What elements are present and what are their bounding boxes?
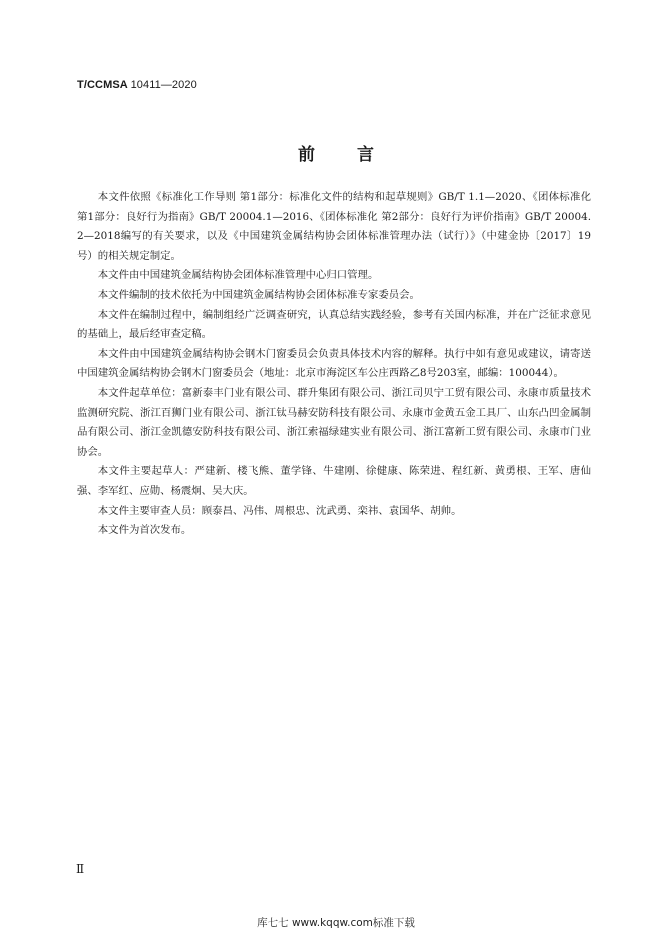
document-code-prefix: T/CCMSA [77, 79, 128, 91]
paragraph-technical-support: 本文件编制的技术依托为中国建筑金属结构协会团体标准专家委员会。 [97, 288, 420, 301]
document-code [77, 79, 197, 91]
paragraph-first-release: 本文件为首次发布。 [97, 524, 192, 537]
paragraph-interpretation: 本文件由中国建筑金属结构协会钢木门窗委员会负责具体技术内容的解释。执行中如有意见或建议，请寄送中国建筑金属结构协会钢木门窗委员会（地址：北京市海淀区车公庄西路乙8号203室，邮编：100044）。 [77, 347, 591, 380]
paragraph-drafters: 本文件主要起草人：严建新、楼飞熊、董学锋、牛建刚、徐健康、陈荣进、程红新、黄勇根、王军、唐仙强、李军红、应勋、杨震炯、吴大庆。 [77, 465, 591, 497]
paragraph-reviewers: 本文件主要审查人员：顾泰昌、冯伟、周根忠、沈武勇、栾祎、袁国华、胡帅。 [97, 504, 462, 517]
page-title: 前 言 [298, 145, 392, 165]
paragraph-drafting-units: 本文件起草单位：富新泰丰门业有限公司、群升集团有限公司、浙江司贝宁工贸有限公司、永康市质量技术监测研究院、浙江百狮门业有限公司、浙江钛马赫安防科技有限公司、永康市金黄五金工具厂、山东凸凹金属制品有限公司、浙江金凯德安防科技有限公司、浙江索福绿建实业有限公司、浙江富新工贸有限公司、永康市门业协会。 [77, 386, 591, 458]
footer-watermark-text: 库七七 www.kqqw.com标准下载 [257, 917, 415, 929]
foreword-body [77, 188, 591, 541]
paragraph-management: 本文件由中国建筑金属结构协会团体标准管理中心归口管理。 [97, 269, 379, 282]
paragraph-drafting-process: 本文件在编制过程中，编制组经广泛调查研究，认真总结实践经验，参考有关国内标准，并在广泛征求意见的基础上，最后经审查定稿。 [77, 308, 591, 341]
paragraph-basis: 本文件依照《标准化工作导则 第1部分：标准化文件的结构和起草规则》GB/T 1.1—2020、《团体标准化 第1部分：良好行为指南》GB/T 20004.1—2016、《团体标准化 第2部分：良好行为评价指南》GB/T 20004.2—2018编写的有关要求，以及《中国建筑金属结构协会团体标准管理办法（试行）》（中建金协〔2017〕19号）的相关规定制定。 [77, 191, 591, 262]
document-code-number: 10411—2020 [130, 79, 197, 91]
page-number: Ⅱ [76, 862, 85, 876]
